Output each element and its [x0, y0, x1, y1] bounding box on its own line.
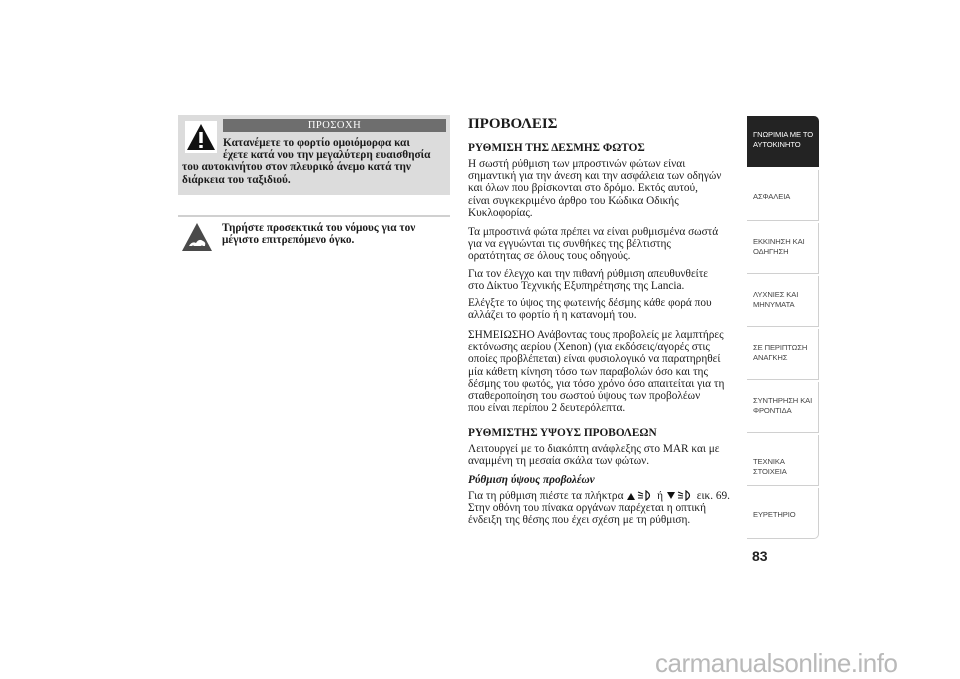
text-line: σημαντική για την άνεση και την ασφάλεια των οδηγών [468, 170, 722, 183]
paragraph [468, 158, 721, 219]
text-line: για να εγγυώνται τις συνθήκες της βέλτιστης [468, 238, 671, 251]
tab-label: ΑΥΤΟΚΙΝΗΤΟ [753, 140, 801, 149]
caution-box [178, 115, 450, 195]
text-line [468, 490, 730, 502]
tab-starting-driving[interactable] [747, 223, 819, 274]
note-paragraph [468, 329, 724, 414]
text-line: Κυκλοφορίας. [468, 206, 533, 219]
text-line: στο Δίκτυο Τεχνικής Εξυπηρέτησης της Lancia. [468, 280, 685, 293]
tab-label: ΣΕ ΠΕΡΙΠΤΩΣΗ [753, 343, 808, 352]
caution-header: ΠΡΟΣΟΧΗ [223, 119, 446, 132]
paragraph [468, 490, 730, 527]
tab-label: ΜΗΝΥΜΑΤΑ [753, 300, 795, 309]
paragraph [468, 226, 718, 263]
tab-safety[interactable] [747, 170, 819, 221]
tab-label: ΑΝΑΓΚΗΣ [753, 353, 788, 362]
caution-line: του αυτοκινήτου στον πλευρικό άνεμο κατά την [182, 161, 411, 174]
text-line: οποίες προβλέπεται) είναι φυσιολογικό να παρατηρηθεί [468, 353, 721, 366]
tab-label: ΑΣΦΑΛΕΙΑ [753, 192, 791, 201]
environment-line: Τηρήστε προσεκτικά του νόμους για τον [222, 222, 416, 234]
tab-label: ΣΥΝΤΗΡΗΣΗ ΚΑΙ [753, 396, 813, 405]
tab-technical-data[interactable] [747, 435, 819, 486]
text-fragment: ή [657, 490, 664, 502]
tab-label: ΓΝΩΡΙΜΙΑ ΜΕ ΤΟ [753, 130, 814, 139]
beam-up-button-icon [626, 490, 654, 501]
text-line: Ελέγξτε το ύψος της φωτεινής δέσμης κάθε φορά που [468, 297, 712, 309]
text-line: δέσμης του φωτός, για τόσο χρόνο όσο απαιτείται για τη [468, 377, 725, 390]
environment-icon [181, 221, 213, 253]
paragraph [468, 268, 708, 292]
subheading: Ρύθμιση ύψους προβολέων [468, 474, 595, 486]
text-line: Για τον έλεγχο και την πιθανή ρύθμιση απευθυνθείτε [468, 268, 709, 280]
caution-text [178, 137, 450, 186]
text-line: Στην οθόνη του πίνακα οργάνων παρέχεται η οπτική [468, 502, 707, 515]
tab-getting-to-know[interactable] [747, 116, 819, 167]
text-line: ορατότητας σε όλους τους οδηγούς. [468, 250, 631, 263]
caution-line: Κατανέμετε το φορτίο ομοιόμορφα και [223, 137, 410, 149]
paragraph [468, 297, 712, 321]
text-line: εκτόνωσης αερίου (Xenon) (για εκδόσεις/αγορές στις [468, 341, 710, 354]
text-line: ένδειξη της θέσης που έχει σχέση με τη ρύθμιση. [468, 514, 691, 527]
environment-note [222, 222, 450, 246]
tab-warning-lights[interactable] [747, 276, 819, 327]
text-line: μία κάθετη κίνηση τόσο των παραβολών όσο και της [468, 365, 708, 378]
tab-maintenance[interactable] [747, 382, 819, 433]
text-fragment: Για τη ρύθμιση πιέστε τα πλήκτρα [468, 490, 624, 502]
environment-line: μέγιστο επιτρεπόμενο όγκο. [222, 234, 355, 247]
tab-label: ΟΔΗΓΗΣΗ [753, 247, 789, 256]
section-heading-leveling: ΡΥΘΜΙΣΤΗΣ ΥΨΟΥΣ ΠΡΟΒΟΛΕΩΝ [468, 427, 657, 439]
text-line: που είναι περίπου 2 δευτερόλεπτα. [468, 402, 626, 415]
watermark: carmanualsonline.info [655, 648, 898, 678]
text-fragment: εικ. 69. [696, 490, 730, 502]
text-line: Λειτουργεί με το διακόπτη ανάφλεξης στο MAR και με [468, 443, 720, 455]
tab-label: ΛΥΧΝΙΕΣ ΚΑΙ [753, 290, 799, 299]
page-number: 83 [752, 548, 768, 564]
caution-line: διάρκεια του ταξιδιού. [182, 173, 291, 186]
page-title: ΠΡΟΒΟΛΕΙΣ [468, 116, 558, 132]
text-line: ΣΗΜΕΙΩΣΗΟ Ανάβοντας τους προβολείς με λαμπτήρες [468, 329, 724, 341]
tab-index[interactable] [747, 488, 819, 539]
tab-label: ΤΕΧΝΙΚΑ ΣΤΟΙΧΕΙΑ [753, 457, 787, 476]
section-heading-beam: ΡΥΘΜΙΣΗ ΤΗΣ ΔΕΣΜΗΣ ΦΩΤΟΣ [468, 142, 645, 154]
divider [178, 215, 450, 217]
caution-line: έχετε κατά νου την μεγαλύτερη ευαισθησία [223, 149, 431, 162]
tab-label: ΕΚΚΙΝΗΣΗ ΚΑΙ [753, 237, 805, 246]
text-line: και όλων που βρίσκονται στο δρόμο. Εκτός αυτού, [468, 182, 698, 195]
tab-label: ΕΥΡΕΤΗΡΙΟ [753, 510, 796, 519]
text-line: αναμμένη τη μεσαία σκάλα των φώτων. [468, 455, 650, 468]
paragraph [468, 443, 720, 467]
text-line: αλλάζει το φορτίο ή η κατανομή του. [468, 309, 637, 322]
text-line: Τα μπροστινά φώτα πρέπει να είναι ρυθμισμένα σωστά [468, 226, 719, 238]
beam-down-button-icon [666, 490, 694, 501]
tab-label: ΦΡΟΝΤΙΔΑ [753, 406, 792, 415]
tab-emergency[interactable] [747, 329, 819, 380]
text-line: σταθεροποίηση του σωστού ύψους των προβολέων [468, 390, 701, 403]
text-line: είναι συγκεκριμένο άρθρο του Κώδικα Οδικής [468, 194, 679, 207]
text-line: Η σωστή ρύθμιση των μπροστινών φώτων είναι [468, 158, 686, 170]
